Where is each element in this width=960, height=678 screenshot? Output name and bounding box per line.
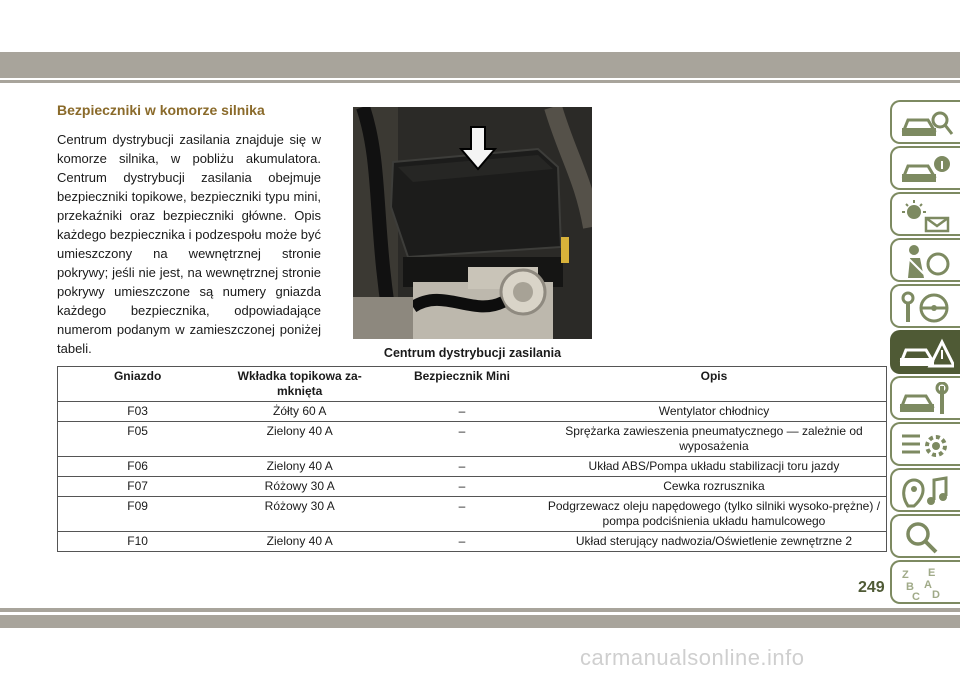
figure-caption: Centrum dystrybucji zasilania (383, 346, 562, 360)
header-socket: Gniazdo (58, 367, 218, 402)
cell-description: Sprężarka zawieszenia pneumatycznego — zależnie od wyposażenia (542, 422, 887, 457)
cell-description: Układ sterujący nadwozia/Oświetlenie zewnętrzne 2 (542, 532, 887, 552)
header-band (0, 52, 960, 78)
header-mini: Bezpiecznik Mini (382, 367, 542, 402)
chapter-tab-4[interactable] (890, 238, 960, 282)
table-row (58, 532, 887, 552)
footer-band (0, 615, 960, 628)
key-steering-wheel-icon (898, 290, 954, 326)
section-body: Centrum dystrybucji zasilania znajduje się w komorze silnika, w pobliżu akumulatora. Centrum dystrybucji zasilania obejmuje bezpieczniki topikowe, bezpieczniki typu mini, przekaźniki oraz bezpieczniki główne. Opis każdego bezpiecznika i podzespołu może być umieszczony na wewnętrznej stronie pokrywy; jeśli nie jest, na wewnętrznej stronie pokrywy umieszczone są numery gniazda każdego bezpiecznika, odpowiadające numerom podanym w zamieszczonej poniżej tabeli. (57, 132, 321, 356)
table-row (58, 402, 887, 422)
cell-mini: – (382, 477, 542, 497)
cell-description: Układ ABS/Pompa układu stabilizacji toru jazdy (542, 457, 887, 477)
svg-text:C: C (912, 591, 920, 602)
chapter-tab-6[interactable] (890, 330, 960, 374)
cell-cartridge: Różowy 30 A (217, 477, 382, 497)
fuse-table (57, 366, 887, 552)
cell-mini: – (382, 422, 542, 457)
alphabet-index-icon (898, 566, 954, 602)
cell-mini: – (382, 402, 542, 422)
cell-socket: F05 (58, 422, 218, 457)
chapter-tab-10[interactable] (890, 514, 960, 558)
cell-cartridge: Zielony 40 A (217, 457, 382, 477)
warning-light-message-icon (898, 198, 954, 234)
cell-socket: F06 (58, 457, 218, 477)
chapter-tab-2[interactable] (890, 146, 960, 190)
chapter-tab-8[interactable] (890, 422, 960, 466)
cell-socket: F03 (58, 402, 218, 422)
cell-description: Podgrzewacz oleju napędowego (tylko silniki wysoko-prężne) / pompa podciśnienia układu hamulcowego (542, 497, 887, 532)
svg-text:B: B (906, 581, 914, 593)
table-row (58, 497, 887, 532)
search-icon (898, 520, 954, 556)
table-row (58, 457, 887, 477)
svg-text:Z: Z (902, 569, 909, 581)
music-navigation-icon (898, 474, 954, 510)
chapter-tab-11[interactable] (890, 560, 960, 604)
chapter-tab-1[interactable] (890, 100, 960, 144)
header-band-line (0, 80, 960, 83)
cell-description: Wentylator chłodnicy (542, 402, 887, 422)
cell-cartridge: Różowy 30 A (217, 497, 382, 532)
table-header-row (58, 367, 887, 402)
seatbelt-airbag-icon (898, 244, 954, 280)
cell-cartridge: Zielony 40 A (217, 532, 382, 552)
svg-text:D: D (932, 589, 940, 601)
cell-mini: – (382, 497, 542, 532)
engine-bay-photo (353, 107, 592, 339)
watermark: carmanualsonline.info (580, 645, 805, 670)
svg-text:E: E (928, 567, 936, 579)
header-cartridge: Wkładka topikowa za-mknięta (217, 367, 382, 402)
cell-socket: F09 (58, 497, 218, 532)
svg-text:A: A (924, 579, 932, 591)
car-hazard-icon (898, 336, 954, 372)
header-description: Opis (542, 367, 887, 402)
cell-description: Cewka rozrusznika (542, 477, 887, 497)
gear-list-icon (898, 428, 954, 464)
cell-socket: F10 (58, 532, 218, 552)
cell-mini: – (382, 457, 542, 477)
chapter-tab-7[interactable] (890, 376, 960, 420)
section-title: Bezpieczniki w komorze silnika (57, 102, 265, 118)
car-wrench-icon (898, 382, 954, 418)
chapter-tab-3[interactable] (890, 192, 960, 236)
page-number: 249 (858, 579, 885, 596)
car-info-icon (898, 152, 954, 188)
chapter-tab-5[interactable] (890, 284, 960, 328)
cell-mini: – (382, 532, 542, 552)
cell-socket: F07 (58, 477, 218, 497)
table-row (58, 422, 887, 457)
cell-cartridge: Zielony 40 A (217, 422, 382, 457)
footer-band-line (0, 608, 960, 612)
chapter-tab-9[interactable] (890, 468, 960, 512)
cell-cartridge: Żółty 60 A (217, 402, 382, 422)
table-row (58, 477, 887, 497)
car-magnifier-icon (898, 106, 954, 142)
